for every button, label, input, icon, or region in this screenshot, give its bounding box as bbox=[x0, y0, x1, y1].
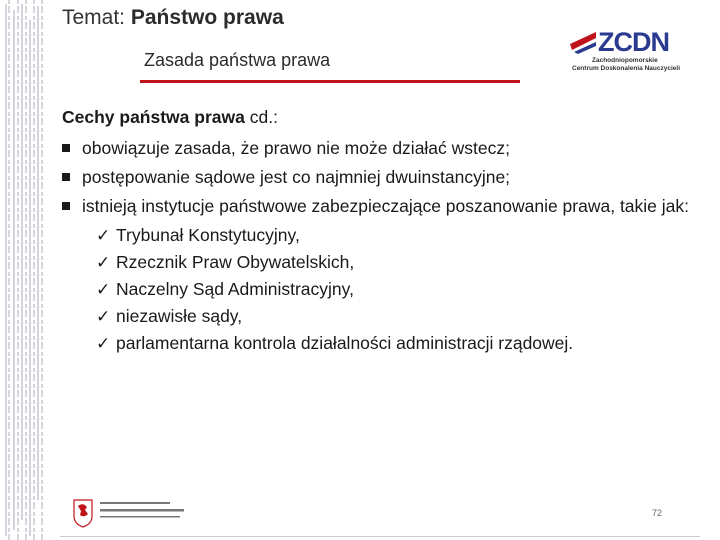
zcdn-logo-mark-icon bbox=[570, 30, 598, 54]
checked-list-item bbox=[82, 276, 702, 303]
bullet-item bbox=[62, 193, 702, 220]
checked-list-item bbox=[82, 249, 702, 276]
checked-list-item bbox=[82, 222, 702, 249]
title-topic: Państwo prawa bbox=[130, 6, 284, 29]
griffin-crest-icon bbox=[72, 498, 94, 528]
square-bullet-icon bbox=[62, 173, 70, 181]
checkmark-icon: ✓ bbox=[96, 253, 111, 272]
page-number: 72 bbox=[652, 508, 663, 518]
checkmark-icon: ✓ bbox=[96, 226, 111, 245]
bullet-item bbox=[62, 135, 702, 162]
regional-government-logo bbox=[72, 498, 192, 528]
title-underline bbox=[140, 80, 520, 83]
heading-bold-text: Cechy państwa prawa bbox=[62, 107, 245, 127]
checkmark-icon: ✓ bbox=[96, 307, 111, 326]
checkmark-icon: ✓ bbox=[96, 280, 111, 299]
footer-logo-text bbox=[100, 500, 186, 525]
checked-list-item bbox=[82, 303, 702, 330]
logo-name: ZCDN bbox=[598, 27, 669, 57]
subitem-text: Trybunał Konstytucyjny, bbox=[116, 225, 300, 245]
checked-list-item bbox=[82, 330, 702, 357]
subitem-text: niezawisłe sądy, bbox=[116, 306, 243, 326]
bullet-text: obowiązuje zasada, że prawo nie może działać wstecz; bbox=[82, 138, 510, 158]
logo-line-2: Centrum Doskonalenia Nauczycieli bbox=[572, 65, 681, 72]
square-bullet-icon bbox=[62, 144, 70, 152]
content-heading bbox=[62, 104, 702, 131]
slide-title bbox=[62, 6, 284, 30]
slide-content bbox=[62, 104, 702, 357]
bullet-text: istnieją instytucje państwowe zabezpieczające poszanowanie prawa, takie jak: bbox=[82, 196, 690, 216]
bullet-item bbox=[62, 164, 702, 191]
slide-subtitle: Zasada państwa prawa bbox=[144, 50, 331, 70]
subitem-text: Naczelny Sąd Administracyjny, bbox=[116, 279, 354, 299]
heading-rest-text: cd.: bbox=[244, 107, 278, 127]
footer-divider bbox=[60, 536, 700, 537]
bullet-text: postępowanie sądowe jest co najmniej dwuinstancyjne; bbox=[82, 167, 511, 187]
subitem-text: parlamentarna kontrola działalności administracji rządowej. bbox=[116, 333, 574, 353]
decorative-handwriting-strip bbox=[0, 0, 50, 540]
square-bullet-icon bbox=[62, 202, 70, 210]
subitem-text: Rzecznik Praw Obywatelskich, bbox=[116, 252, 355, 272]
checkmark-icon: ✓ bbox=[96, 334, 111, 353]
title-prefix: Temat: bbox=[62, 6, 126, 29]
zcdn-logo bbox=[570, 28, 680, 76]
logo-line-1: Zachodniopomorskie bbox=[592, 57, 658, 64]
